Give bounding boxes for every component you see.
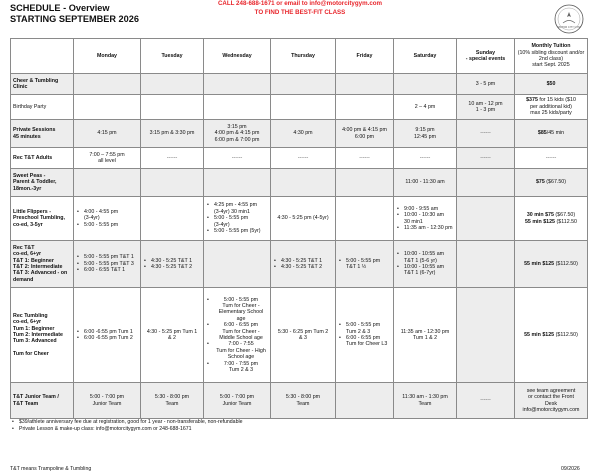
col-tuition-start: start Sept. 2025 [532, 62, 570, 69]
cell-friday [336, 288, 394, 383]
time-slot: • 5:00 - 5:55 pm (5yr) [206, 228, 268, 234]
tuition-detail: for 15 kids ($10 [537, 97, 576, 104]
time-slot: • 5:00 - 5:55 pm [206, 297, 268, 303]
row-junior-team [11, 383, 588, 419]
time-slot-note: (3-4yr) [214, 221, 230, 228]
time-slot: • 7:00 - 7:55 pm [206, 361, 268, 367]
time-slot: • 6:00 - 6:55 pm [338, 335, 391, 341]
row-label-line: 45 minutes [13, 133, 41, 140]
time-line: Junior Team [92, 400, 122, 407]
col-sunday [457, 39, 515, 74]
time-slot-note: (3-4yr) 30 min1 [214, 208, 250, 215]
time-slot: • 10:00 - 10:55 am [396, 264, 454, 270]
cell-friday [336, 241, 394, 288]
cell-monday [74, 169, 141, 197]
contact-line-2: TO FIND THE BEST-FIT CLASS [254, 8, 346, 16]
cell-wednesday [204, 288, 271, 383]
cell-sunday: ------ [457, 120, 515, 148]
cell-monday [74, 95, 141, 120]
time-slot: • 4:30 - 5:25 T&T 2 [273, 264, 333, 270]
col-tuition-title: Monthly Tuition [531, 43, 571, 50]
row-rec-adults [11, 148, 588, 169]
gym-logo [554, 4, 584, 34]
cell-wednesday: ------ [204, 148, 271, 169]
cell-tuesday [141, 241, 204, 288]
row-label [11, 383, 74, 419]
tuition-price: $375 [526, 97, 538, 104]
title-line-1: SCHEDULE - Overview [10, 3, 110, 13]
time-slot: • 10:00 - 10:55 am [396, 251, 454, 257]
row-label [11, 288, 74, 383]
time-line: 11:35 am - 12:30 pm [400, 328, 450, 335]
cell-tuesday [141, 169, 204, 197]
time-line: 4:00 pm & 4:15 pm [342, 127, 387, 134]
cell-monday: 4:15 pm [74, 120, 141, 148]
time-slot: • 10:00 - 10:30 am [396, 212, 454, 218]
row-label: Rec T&T Adults [11, 148, 74, 169]
row-label-line: Tum 1: Beginner [13, 325, 55, 332]
col-sunday-line-1: Sunday [475, 49, 496, 56]
time-line: 12:45 pm [413, 133, 437, 140]
cell-tuesday [141, 197, 204, 241]
time-line: Team [296, 400, 310, 407]
tuition-detail: ($67.50) [544, 179, 567, 186]
tuition-line: or contact the Front [528, 394, 574, 401]
cell-friday [336, 169, 394, 197]
cell-tuition [515, 383, 588, 419]
logo-text: MOTOR CITY GYM [557, 26, 581, 29]
tuition-line: max 25 kids/party [530, 110, 572, 117]
cell-friday: ------ [336, 148, 394, 169]
row-label-line: co-ed, 3-5yr [13, 221, 43, 228]
corner-cell [11, 39, 74, 74]
tuition-price: 55 min $125 [524, 331, 555, 338]
tuition-detail: ($112.50) [554, 331, 578, 338]
tuition-detail: ($112.50 [555, 218, 578, 225]
row-cheer-clinic [11, 74, 588, 95]
time-slot: • 4:25 pm - 4:55 pm [206, 202, 268, 208]
cell-thursday [271, 288, 336, 383]
row-label [11, 169, 74, 197]
time-slot-note: Elementary School [218, 309, 264, 316]
time-slot: • 4:30 - 5:25 T&T 1 [273, 258, 333, 264]
schedule-table [10, 38, 588, 419]
time-line: 5:30 - 8:00 pm [154, 394, 190, 401]
tuition-price: 30 min $75 [526, 212, 554, 219]
time-line: Tum 1 & 2 [412, 335, 438, 341]
row-rec-tumbling [11, 288, 588, 383]
col-sunday-line-2: - special events [465, 56, 506, 62]
row-label-line: Tum 2: Intermediate [13, 332, 63, 338]
col-tuition [515, 39, 588, 74]
row-label-line: co-ed, 6+yr [13, 251, 42, 258]
row-little-flippers [11, 197, 588, 241]
row-label-line: Parent & Toddler, [13, 179, 57, 186]
row-label-line: Tum 3: Advanced [13, 338, 57, 345]
time-slot: • 6:00 - 6:55 T&T 1 [76, 267, 138, 273]
time-slot-note: age [236, 315, 246, 322]
time-slot: • 5:00 - 5:55 pm [206, 215, 268, 221]
time-slot: • 6:00 - 6:55 pm [206, 322, 268, 328]
row-private-sessions [11, 120, 588, 148]
cell-sunday: ------ [457, 383, 515, 419]
contact-banner [150, 0, 450, 17]
time-line: 3:15 pm [227, 123, 247, 130]
row-sweet-peas [11, 169, 588, 197]
time-line: 4:30 - 5:25 pm Tum 1 [146, 328, 198, 335]
row-label-line: co-ed, 6+yr [13, 319, 42, 326]
cell-monday [74, 197, 141, 241]
time-slot-note: Middle School age [219, 335, 263, 341]
time-slot: • 11:35 am - 12:30 pm [396, 225, 454, 231]
page-title [10, 3, 139, 25]
time-slot: • 4:00 - 4:55 pm [76, 209, 138, 215]
cell-tuition [515, 95, 588, 120]
time-slot: • 5:00 - 5:55 pm T&T 1 [76, 254, 138, 260]
cell-saturday [394, 241, 457, 288]
cell-wednesday [204, 169, 271, 197]
cell-sunday [457, 95, 515, 120]
header-row [11, 39, 588, 74]
cell-sunday [457, 288, 515, 383]
cell-thursday [271, 74, 336, 95]
cell-sunday: ------ [457, 148, 515, 169]
row-label-line: T&T Junior Team / [13, 394, 59, 401]
col-friday: Friday [336, 39, 394, 74]
cell-sunday: 3 - 5 pm [457, 74, 515, 95]
cell-tuition [515, 288, 588, 383]
time-slot: • 5:00 - 5:55 pm [338, 258, 391, 264]
time-slot-note: Tum for Cheer - [222, 302, 260, 309]
row-label-line: Preschool Tumbling, [13, 215, 65, 222]
tuition-email-link[interactable]: info@motorcitygym.com [522, 406, 580, 413]
row-label [11, 74, 74, 95]
cell-wednesday [204, 197, 271, 241]
time-line: 4:00 pm & 4:15 pm [214, 130, 260, 137]
row-label-line: Cheer & Tumbling [13, 77, 59, 84]
cell-tuesday [141, 95, 204, 120]
cell-monday [74, 148, 141, 169]
time-line: & 3 [299, 335, 307, 341]
cell-saturday [394, 383, 457, 419]
col-saturday: Saturday [394, 39, 457, 74]
row-label-line: T&T 3: Advanced - on [13, 270, 68, 277]
row-label: Birthday Party [11, 95, 74, 120]
time-line: 5:30 - 8:00 pm [285, 394, 321, 401]
tuition-line: Desk [544, 400, 558, 407]
cell-tuesday: ------ [141, 148, 204, 169]
tuition-detail: ($67.50) [553, 212, 576, 219]
cell-thursday [271, 169, 336, 197]
cell-saturday: ------ [394, 148, 457, 169]
row-label-line: T&T 1: Beginner [13, 257, 54, 264]
cell-thursday [271, 95, 336, 120]
tuition-detail: ($112.50) [554, 260, 578, 267]
cell-monday [74, 74, 141, 95]
cell-sunday [457, 197, 515, 241]
title-line-2: STARTING SEPTEMBER 2026 [10, 14, 139, 24]
time-line: 10 am - 12 pm [468, 100, 503, 107]
time-line: 9:15 pm [415, 127, 435, 134]
time-line: 7:00 – 7:55 pm [89, 151, 125, 158]
cell-tuition [515, 241, 588, 288]
row-label-line: 18mon.-3yr [13, 185, 42, 192]
cell-saturday: 11:00 - 11:30 am [394, 169, 457, 197]
row-label-line: T&T 2: Intermediate [13, 264, 63, 270]
time-slot: • 5:00 - 5:55 pm [338, 322, 391, 328]
time-slot-note: Tum 2 & 3 [228, 367, 254, 374]
cell-thursday: ------ [271, 148, 336, 169]
tuition-line [517, 219, 585, 225]
time-slot: • 6:00 -6:55 pm Tum 2 [76, 335, 138, 341]
row-label-line: Tum for Cheer [13, 350, 49, 357]
row-label-line: Clinic [13, 84, 28, 90]
time-line: 5:00 - 7:00 pm [219, 394, 255, 401]
tuition-price: $75 [535, 179, 545, 186]
cell-monday [74, 241, 141, 288]
cell-thursday: 4:30 - 5:25 pm (4-5yr) [271, 197, 336, 241]
tuition-price: $85 [537, 130, 547, 137]
tuition-line: see team agreement [526, 387, 576, 394]
cell-tuition [515, 169, 588, 197]
time-slot: • 4:30 - 5:25 T&T 1 [143, 258, 201, 264]
cell-saturday: 2 – 4 pm [394, 95, 457, 120]
tuition-line: per additional kid) [530, 103, 572, 110]
time-slot-note: Tum 2 & 3 [346, 328, 371, 335]
time-line: & 2 [168, 335, 176, 341]
row-label-line: Private Sessions [13, 127, 56, 134]
footer-date: 09/2026 [561, 466, 580, 472]
cell-sunday [457, 169, 515, 197]
time-line: all level [98, 158, 116, 164]
cell-friday [336, 197, 394, 241]
cell-thursday: 4:30 pm [271, 120, 336, 148]
footnote-private: • Private Lesson & make-up class: info@motorcitygym.com or 248-688-1671 [10, 426, 243, 433]
time-line: 11:30 am - 1:30 pm [402, 394, 448, 401]
cell-saturday [394, 120, 457, 148]
time-line: 5:30 - 6:25 pm Tum 2 [277, 328, 329, 335]
row-label [11, 120, 74, 148]
cell-tuesday [141, 74, 204, 95]
time-slot: • 4:30 - 5:25 T&T 2 [143, 264, 201, 270]
time-slot-note: 30 min1 [404, 218, 423, 225]
time-slot-note: T&T 1 (6-7yr) [404, 270, 436, 277]
cell-saturday [394, 288, 457, 383]
row-label [11, 197, 74, 241]
time-slot-note: T&T 1 (5-6 yr) [404, 257, 437, 264]
row-label-line: Sweet Peas - [13, 172, 46, 179]
cell-wednesday [204, 120, 271, 148]
col-monday: Monday [74, 39, 141, 74]
tuition-detail: /45 min [546, 130, 565, 137]
cell-friday [336, 74, 394, 95]
tuition-price: 55 min $125 [524, 218, 556, 225]
cell-friday [336, 95, 394, 120]
time-slot-note: (3-4yr) [84, 215, 100, 222]
time-slot: • 5:00 - 5:55 pm T&T 3 [76, 261, 138, 267]
col-tuesday: Tuesday [141, 39, 204, 74]
time-slot: • 9:00 - 9:55 am [396, 206, 454, 212]
time-line: 6:00 pm [354, 133, 375, 140]
time-slot-note: Tum for Cheer - High [216, 347, 266, 354]
cell-tuesday [141, 288, 204, 383]
contact-line-1[interactable]: CALL 248-688-1671 or email to info@motorcitygym.com [217, 0, 383, 7]
cell-saturday [394, 197, 457, 241]
cell-tuesday [141, 383, 204, 419]
time-line: 6:00 pm & 7:00 pm [214, 136, 260, 143]
row-rec-tt [11, 241, 588, 288]
time-slot: • 5:00 - 5:55 pm [76, 222, 138, 228]
cell-friday [336, 383, 394, 419]
time-slot: • 7:00 - 7:55 [206, 341, 268, 347]
cell-tuition [515, 197, 588, 241]
row-label-line: T&T Team [13, 400, 39, 407]
footer-legend: T&T means Trampoline & Tumbling [10, 466, 92, 472]
tuition-price: 55 min $125 [524, 260, 555, 267]
cell-thursday [271, 241, 336, 288]
cell-friday [336, 120, 394, 148]
time-line: 1 - 3 pm [475, 107, 496, 113]
row-label-line: demand [13, 276, 34, 283]
row-label-line: Rec Tumbling [13, 312, 48, 319]
cell-tuition: ------ [515, 148, 588, 169]
time-slot-note: T&T 1 ½ [346, 264, 367, 270]
footnotes [10, 419, 243, 433]
time-line: Junior Team [222, 400, 252, 407]
time-slot-note: School age [227, 354, 255, 361]
cell-tuition [515, 120, 588, 148]
cell-tuition: $50 [515, 74, 588, 95]
time-slot: • 6:00 -6:55 pm Tum 1 [76, 329, 138, 335]
cell-thursday [271, 383, 336, 419]
time-slot-note: Tum for Cheer - [222, 328, 260, 335]
cell-wednesday [204, 383, 271, 419]
cell-sunday [457, 241, 515, 288]
cell-wednesday [204, 74, 271, 95]
time-line: Team [165, 400, 179, 407]
cell-saturday [394, 74, 457, 95]
col-wednesday: Wednesday [204, 39, 271, 74]
row-label-line: Little Flippers - [13, 208, 51, 215]
row-label-line: Rec T&T [13, 244, 35, 251]
time-line: 5:00 - 7:00 pm [89, 394, 125, 401]
time-line: Team [418, 400, 432, 407]
time-slot-note: Tum for Cheer L3 [346, 341, 388, 348]
cell-tuesday: 3:15 pm & 3:30 pm [141, 120, 204, 148]
col-thursday: Thursday [271, 39, 336, 74]
cell-wednesday [204, 241, 271, 288]
col-tuition-note: (10% sibling discount and/or 2nd class) [517, 49, 585, 62]
row-birthday [11, 95, 588, 120]
cell-monday [74, 383, 141, 419]
footnote-fee: • $39/athlete anniversary fee due at registration, good for 1 year - non-transferable, non-refundable [10, 419, 243, 426]
tuition-line [517, 97, 585, 103]
cell-wednesday [204, 95, 271, 120]
cell-monday [74, 288, 141, 383]
row-label [11, 241, 74, 288]
